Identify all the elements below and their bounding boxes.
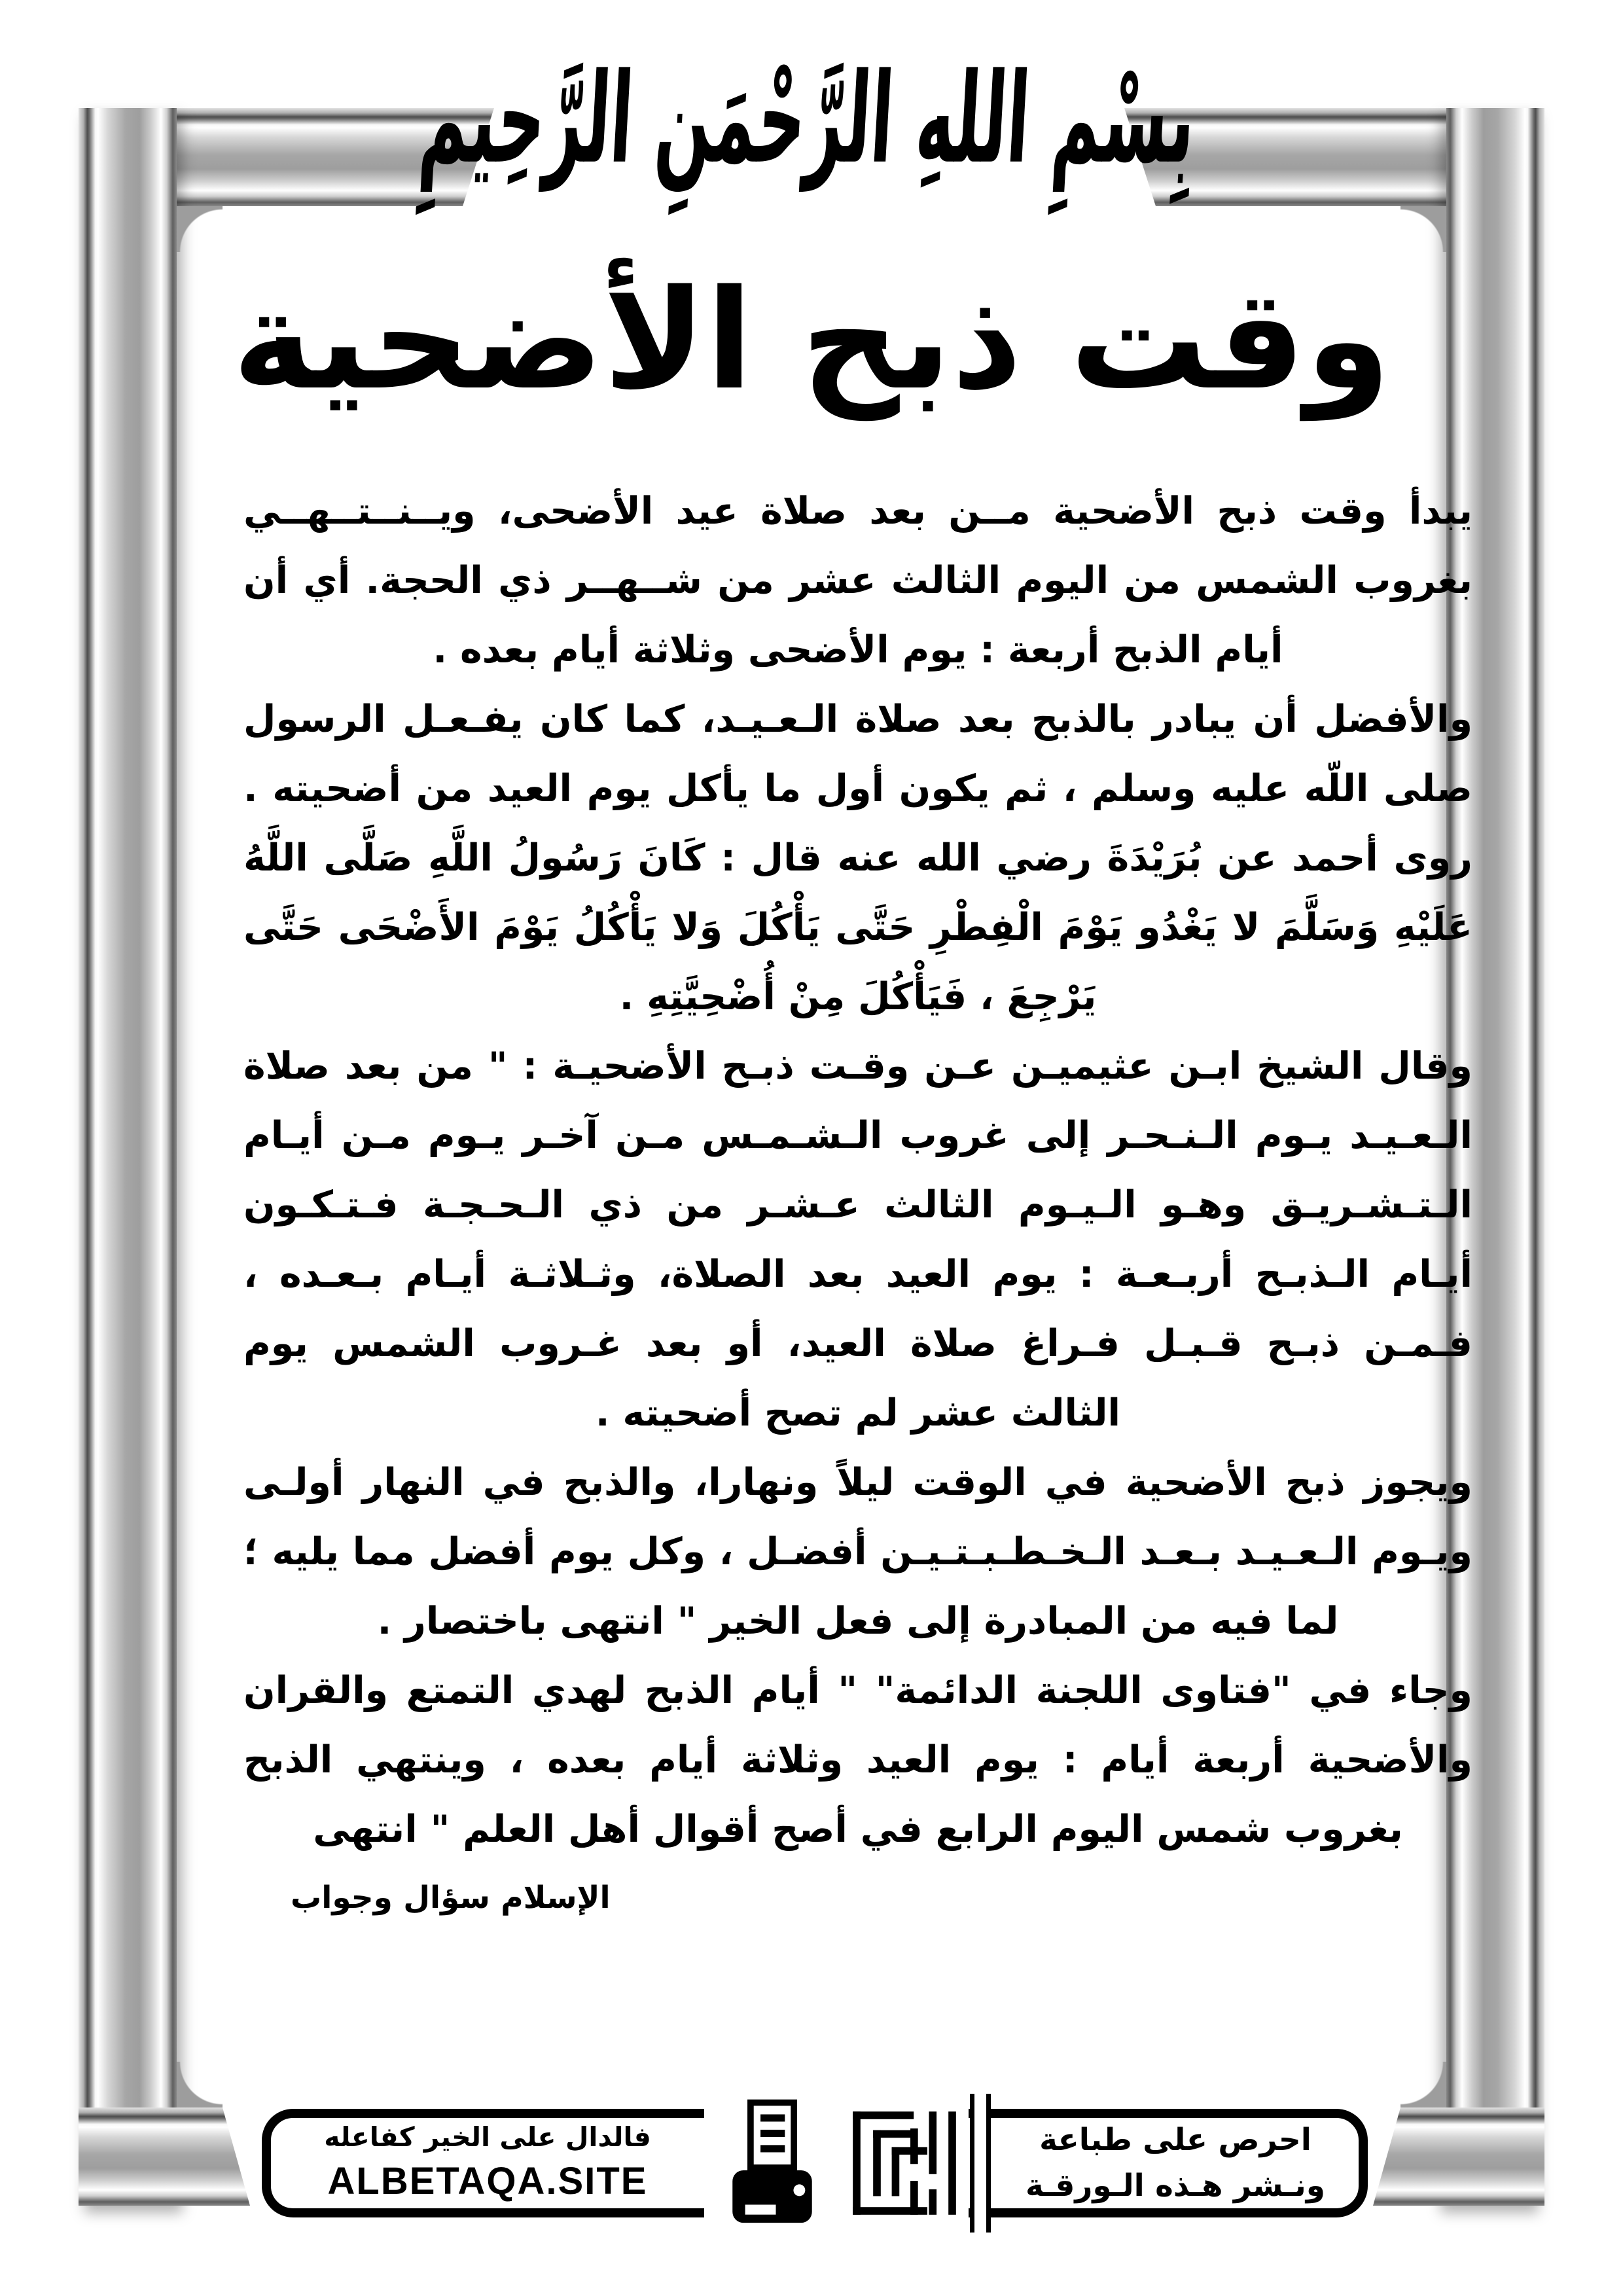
paragraph-ibn-uthaymin: وقال الشيخ ابـن عثيميـن عـن وقـت ذبـح الأضحيـة : " من بعد صلاة الـعـيـد يـوم الـنـحـر إلى غروب الـشـمـس مـن آخـر يـوم مـن أيـام الـتـشـريـق وهـو الـيـوم الثالث عـشـر من ذي الـحـجـة فـتـكـون أيـام الـذبـح أربـعـة : يوم العيد بعد الصلاة، وثـلاثـة أيـام بـعـده ، فـمـن ذبـح قـبـل فـراغ صلاة العيد، أو بعد غـروب الشمس يوم الثالث عشر لم تصح أضحيته . xyxy=(243,1045,1472,1435)
printer-glyph xyxy=(727,2099,817,2227)
print-note-line2: ونـشر هـذه الـورقـة xyxy=(1026,2168,1325,2204)
albetaqa-kufic-logo xyxy=(840,2093,969,2233)
footer-bar xyxy=(262,2109,1368,2217)
kufic-logo-glyph xyxy=(849,2108,959,2218)
footer-divider xyxy=(970,2094,991,2233)
body-text xyxy=(243,476,1472,1927)
site-credit xyxy=(271,2119,704,2207)
printer-icon xyxy=(704,2088,840,2238)
paragraph-night-day: ويجوز ذبح الأضحية في الوقت ليلاً ونهارا، والذبح في النهار أولـى ويـوم الـعـيـد بـعـد الـخـطـبـتـيـن أفضـل ، وكل يوم أفضل مما يليه ؛ لما فيه من المبادرة إلى فعل الخير " انتهى باختصار . xyxy=(243,1461,1472,1643)
frame-inner-corner xyxy=(1400,206,1446,252)
site-name: ALBETAQA.SITE xyxy=(327,2159,648,2202)
paragraph-intro: يبدأ وقت ذبح الأضحية مــن بعد صلاة عيد الأضحى، ويــنــتــهــي بغروب الشمس من اليوم الثالث عشر من شــهــر ذي الحجة. أي أن أيام الذبح أربعة : يوم الأضحى وثلاثة أيام بعده . xyxy=(243,490,1472,672)
paragraph-lajna: وجاء في "فتاوى اللجنة الدائمة" " أيام الذبح لهدي التمتع والقران والأضحية أربعة أيام : يوم العيد وثلاثة أيام بعده ، وينتهي الذبح بغروب شمس اليوم الرابع في أصح أقوال أهل العلم " انتهى xyxy=(243,1669,1472,1852)
print-note xyxy=(992,2117,1359,2210)
source-attribution: الإسلام سؤال وجواب xyxy=(291,1880,611,1916)
print-note-line1: احرص على طباعة xyxy=(1039,2121,1311,2158)
frame-inner-corner xyxy=(1400,2062,1446,2108)
credit-proverb: فالدال على الخير كفاعله xyxy=(324,2121,651,2153)
page-title: وقت ذبح الأضحية xyxy=(232,260,1391,420)
frame-inner-corner xyxy=(177,206,223,252)
frame-inner-corner xyxy=(177,2062,223,2108)
frame-bottom-left-foot xyxy=(79,2108,250,2206)
paragraph-hadith: والأفضل أن يبادر بالذبح بعد صلاة الـعـيـد، كما كان يفـعـل الرسول صلى اللّه عليه وسلم ، ثم يكون أول ما يأكل يوم العيد من أضحيته . روى أحمد عن بُرَيْدَةَ رضي الله عنه قال : كَانَ رَسُولُ اللَّهِ صَلَّى اللَّهُ عَلَيْهِ وَسَلَّمَ لا يَغْدُو يَوْمَ الْفِطْرِ حَتَّى يَأْكُلَ وَلا يَأْكُلُ يَوْمَ الأَضْحَى حَتَّى يَرْجِعَ ، فَيَأْكُلَ مِنْ أُضْحِيَّتِهِ . xyxy=(243,698,1472,1019)
bismillah-calligraphy: بِسْمِ اللهِ الرَّحْمَنِ الرَّحِيمِ xyxy=(416,46,1199,192)
frame-bottom-right-foot xyxy=(1373,2108,1544,2206)
